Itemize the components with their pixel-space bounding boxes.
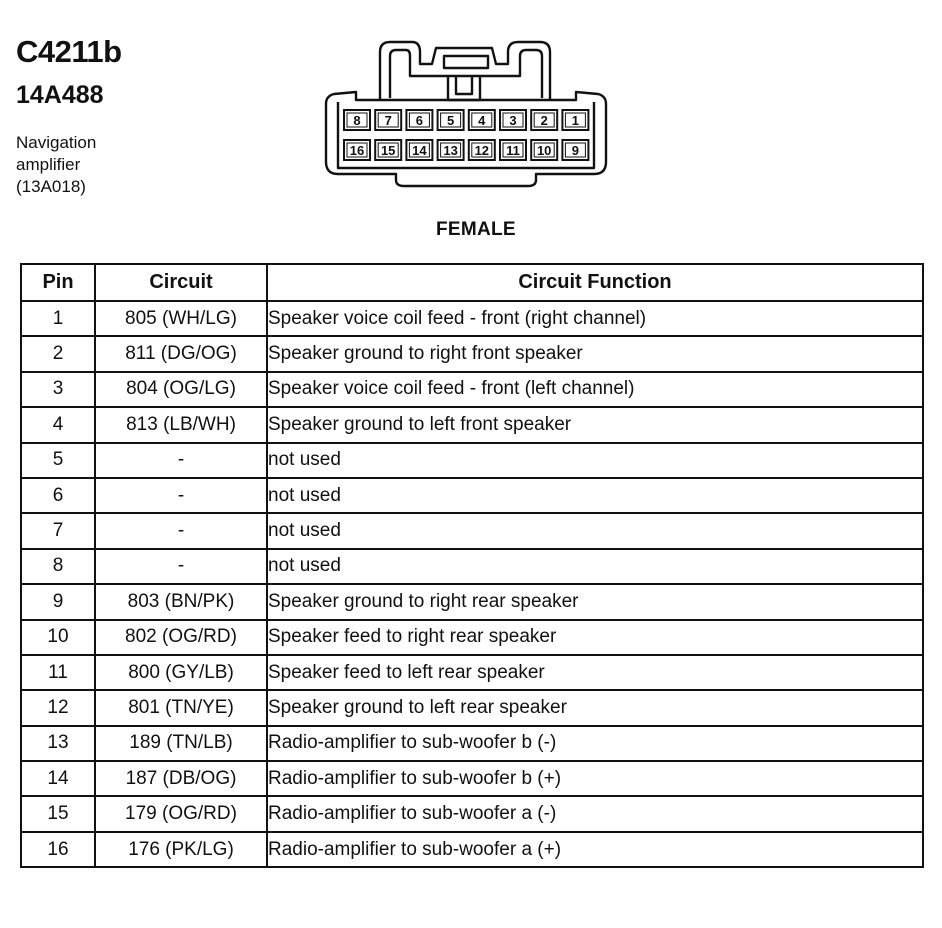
pin-cavity <box>531 140 557 160</box>
pin-cavity <box>500 110 526 130</box>
circuit-cell: 805 (WH/LG) <box>95 301 267 336</box>
table-row <box>21 336 923 371</box>
pin-cavity <box>562 140 588 160</box>
circuit-cell: 189 (TN/LB) <box>95 726 267 761</box>
pin-number-label: 7 <box>384 113 392 128</box>
circuit-cell: 803 (BN/PK) <box>95 584 267 619</box>
circuit-function-cell: Speaker ground to right rear speaker <box>267 584 923 619</box>
pin-cavity <box>344 140 370 160</box>
circuit-function-cell: not used <box>267 443 923 478</box>
table-header-row <box>21 264 923 301</box>
circuit-cell: 804 (OG/LG) <box>95 372 267 407</box>
pin-cell: 5 <box>21 443 95 478</box>
pin-cavity <box>438 110 464 130</box>
pin-cell: 12 <box>21 690 95 725</box>
circuit-function-cell: Radio-amplifier to sub-woofer a (-) <box>267 796 923 831</box>
pin-cell: 4 <box>21 407 95 442</box>
pin-cell: 8 <box>21 549 95 584</box>
circuit-function-cell: Speaker ground to left front speaker <box>267 407 923 442</box>
pin-cell: 2 <box>21 336 95 371</box>
pin-cell: 15 <box>21 796 95 831</box>
circuit-function-cell: Speaker ground to left rear speaker <box>267 690 923 725</box>
component-name <box>16 132 96 198</box>
table-row <box>21 832 923 867</box>
pin-number-label: 3 <box>509 113 517 128</box>
pin-number-label: 10 <box>536 143 552 158</box>
bottom-row-cavities <box>344 140 588 160</box>
table-row <box>21 478 923 513</box>
column-header-circuit: Circuit <box>95 264 267 301</box>
circuit-cell: - <box>95 549 267 584</box>
pin-number-label: 9 <box>571 143 580 158</box>
circuit-cell: 802 (OG/RD) <box>95 620 267 655</box>
circuit-cell: - <box>95 513 267 548</box>
pinout-table <box>20 263 924 868</box>
table-row <box>21 584 923 619</box>
pin-cavity <box>500 140 526 160</box>
circuit-function-cell: Radio-amplifier to sub-woofer a (+) <box>267 832 923 867</box>
circuit-function-cell: not used <box>267 478 923 513</box>
pin-number-label: 6 <box>415 113 424 128</box>
connector-gender-label: FEMALE <box>436 219 516 240</box>
connector-id: C4211b <box>16 34 122 69</box>
circuit-cell: - <box>95 443 267 478</box>
part-number: 14A488 <box>16 81 104 109</box>
circuit-cell: 801 (TN/YE) <box>95 690 267 725</box>
circuit-function-cell: Speaker voice coil feed - front (left channel) <box>267 372 923 407</box>
circuit-cell: 813 (LB/WH) <box>95 407 267 442</box>
pin-cavities <box>344 110 588 160</box>
pin-cavity <box>344 110 370 130</box>
table-row <box>21 655 923 690</box>
pin-cavity <box>375 110 401 130</box>
circuit-cell: 187 (DB/OG) <box>95 761 267 796</box>
table-row <box>21 726 923 761</box>
circuit-function-cell: Speaker voice coil feed - front (right channel) <box>267 301 923 336</box>
table-row <box>21 407 923 442</box>
pin-cell: 3 <box>21 372 95 407</box>
pin-number-label: 15 <box>380 143 396 158</box>
pin-number-label: 1 <box>571 113 580 128</box>
pin-cavity <box>531 110 557 130</box>
pin-number-label: 11 <box>506 143 520 158</box>
circuit-cell: 811 (DG/OG) <box>95 336 267 371</box>
circuit-function-cell: Speaker feed to right rear speaker <box>267 620 923 655</box>
pin-cell: 11 <box>21 655 95 690</box>
pin-cell: 10 <box>21 620 95 655</box>
pin-cell: 1 <box>21 301 95 336</box>
column-header-pin: Pin <box>21 264 95 301</box>
pin-cell: 9 <box>21 584 95 619</box>
pin-cavity <box>438 140 464 160</box>
pin-number-label: 5 <box>446 113 455 128</box>
circuit-function-cell: not used <box>267 513 923 548</box>
circuit-cell: 176 (PK/LG) <box>95 832 267 867</box>
pin-cell: 7 <box>21 513 95 548</box>
table-row <box>21 620 923 655</box>
pin-cavity <box>406 140 432 160</box>
table-row <box>21 513 923 548</box>
circuit-cell: 179 (OG/RD) <box>95 796 267 831</box>
pin-number-label: 13 <box>443 143 458 158</box>
circuit-function-cell: Speaker feed to left rear speaker <box>267 655 923 690</box>
top-row-cavities <box>344 110 588 130</box>
pin-cavity <box>469 110 495 130</box>
component-line: amplifier <box>16 155 81 174</box>
table-row <box>21 443 923 478</box>
pin-cavity <box>406 110 432 130</box>
pin-cavity <box>562 110 588 130</box>
table-row <box>21 549 923 584</box>
connector-key <box>448 76 480 100</box>
pin-number-label: 8 <box>353 113 361 128</box>
pin-cell: 14 <box>21 761 95 796</box>
pin-number-label: 4 <box>478 113 486 128</box>
circuit-function-cell: not used <box>267 549 923 584</box>
circuit-function-cell: Radio-amplifier to sub-woofer b (+) <box>267 761 923 796</box>
pin-number-label: 16 <box>349 143 365 158</box>
pin-cell: 13 <box>21 726 95 761</box>
circuit-function-cell: Speaker ground to right front speaker <box>267 336 923 371</box>
table-row <box>21 796 923 831</box>
pin-cavity <box>469 140 495 160</box>
circuit-cell: - <box>95 478 267 513</box>
component-line: (13A018) <box>16 177 86 196</box>
circuit-function-cell: Radio-amplifier to sub-woofer b (-) <box>267 726 923 761</box>
pin-cell: 16 <box>21 832 95 867</box>
pin-number-label: 14 <box>412 143 427 158</box>
component-line: Navigation <box>16 133 97 152</box>
column-header-circuit-function: Circuit Function <box>267 264 923 301</box>
table-row <box>21 690 923 725</box>
table-row <box>21 761 923 796</box>
pin-number-label: 12 <box>474 143 490 158</box>
connector-face-diagram <box>316 34 616 190</box>
pin-cell: 6 <box>21 478 95 513</box>
table-row <box>21 372 923 407</box>
circuit-cell: 800 (GY/LB) <box>95 655 267 690</box>
pin-cavity <box>375 140 401 160</box>
table-row <box>21 301 923 336</box>
pin-number-label: 2 <box>540 113 548 128</box>
